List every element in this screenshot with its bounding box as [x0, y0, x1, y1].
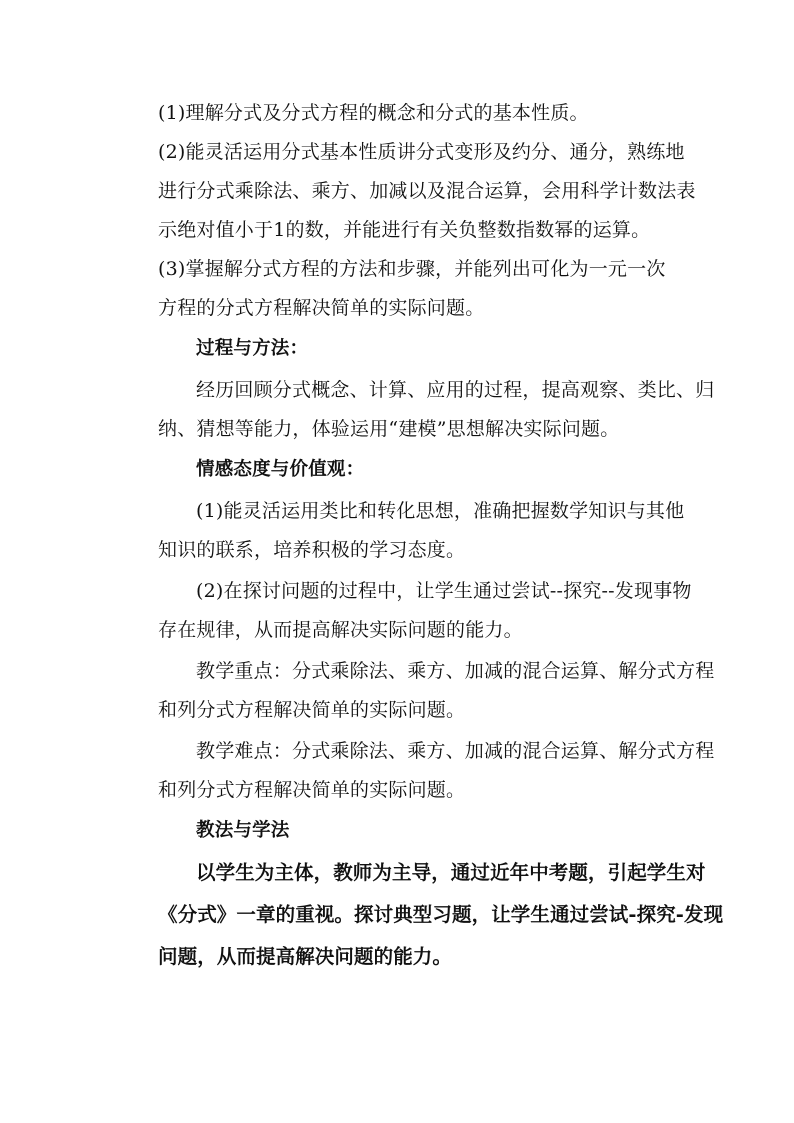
- teaching-focus-line-1: 教学重点：分式乘除法、乘方、加减的混合运算、解分式方程: [196, 660, 715, 682]
- objective-line-2: (2)能灵活运用分式基本性质讲分式变形及约分、通分，熟练地: [158, 141, 685, 163]
- objective-line-2-continuation-1: 进行分式乘除法、乘方、加减以及混合运算，会用科学计数法表: [158, 180, 696, 202]
- teaching-learning-methods-line-3: 问题，从而提高解决问题的能力。: [158, 945, 453, 968]
- attitude-item-2-line-1: (2)在探讨问题的过程中，让学生通过尝试--探究--发现事物: [196, 580, 692, 602]
- section-heading-attitude-values: 情感态度与价值观：: [196, 459, 365, 480]
- teaching-difficulty-line-2: 和列分式方程解决简单的实际问题。: [158, 779, 466, 801]
- teaching-focus-line-2: 和列分式方程解决简单的实际问题。: [158, 699, 466, 721]
- process-methods-text-line-2: 纳、猜想等能力，体验运用“建模”思想解决实际问题。: [158, 418, 620, 440]
- attitude-item-2-line-2: 存在规律，从而提高解决实际问题的能力。: [158, 619, 523, 641]
- attitude-item-1-line-2: 知识的联系，培养积极的学习态度。: [158, 539, 466, 561]
- section-heading-teaching-learning-methods: 教法与学法: [196, 820, 290, 841]
- attitude-item-1-line-1: (1)能灵活运用类比和转化思想，准确把握数学知识与其他: [196, 500, 685, 522]
- teaching-difficulty-line-1: 教学难点：分式乘除法、乘方、加减的混合运算、解分式方程: [196, 740, 715, 762]
- teaching-learning-methods-line-2: 《分式》一章的重视。探讨典型习题，让学生通过尝试-探究-发现: [158, 903, 724, 926]
- objective-line-3-continuation: 方程的分式方程解决简单的实际问题。: [158, 297, 485, 319]
- objective-line-3: (3)掌握解分式方程的方法和步骤，并能列出可化为一元一次: [158, 258, 666, 280]
- objective-line-2-continuation-2: 示绝对值小于1的数，并能进行有关负整数指数幂的运算。: [158, 219, 651, 241]
- process-methods-text-line-1: 经历回顾分式概念、计算、应用的过程，提高观察、类比、归: [196, 379, 715, 401]
- section-heading-process-methods: 过程与方法：: [196, 338, 309, 359]
- teaching-learning-methods-line-1: 以学生为主体，教师为主导，通过近年中考题，引起学生对: [196, 861, 706, 884]
- objective-line-1: (1)理解分式及分式方程的概念和分式的基本性质。: [158, 102, 589, 124]
- document-content: [158, 101, 724, 969]
